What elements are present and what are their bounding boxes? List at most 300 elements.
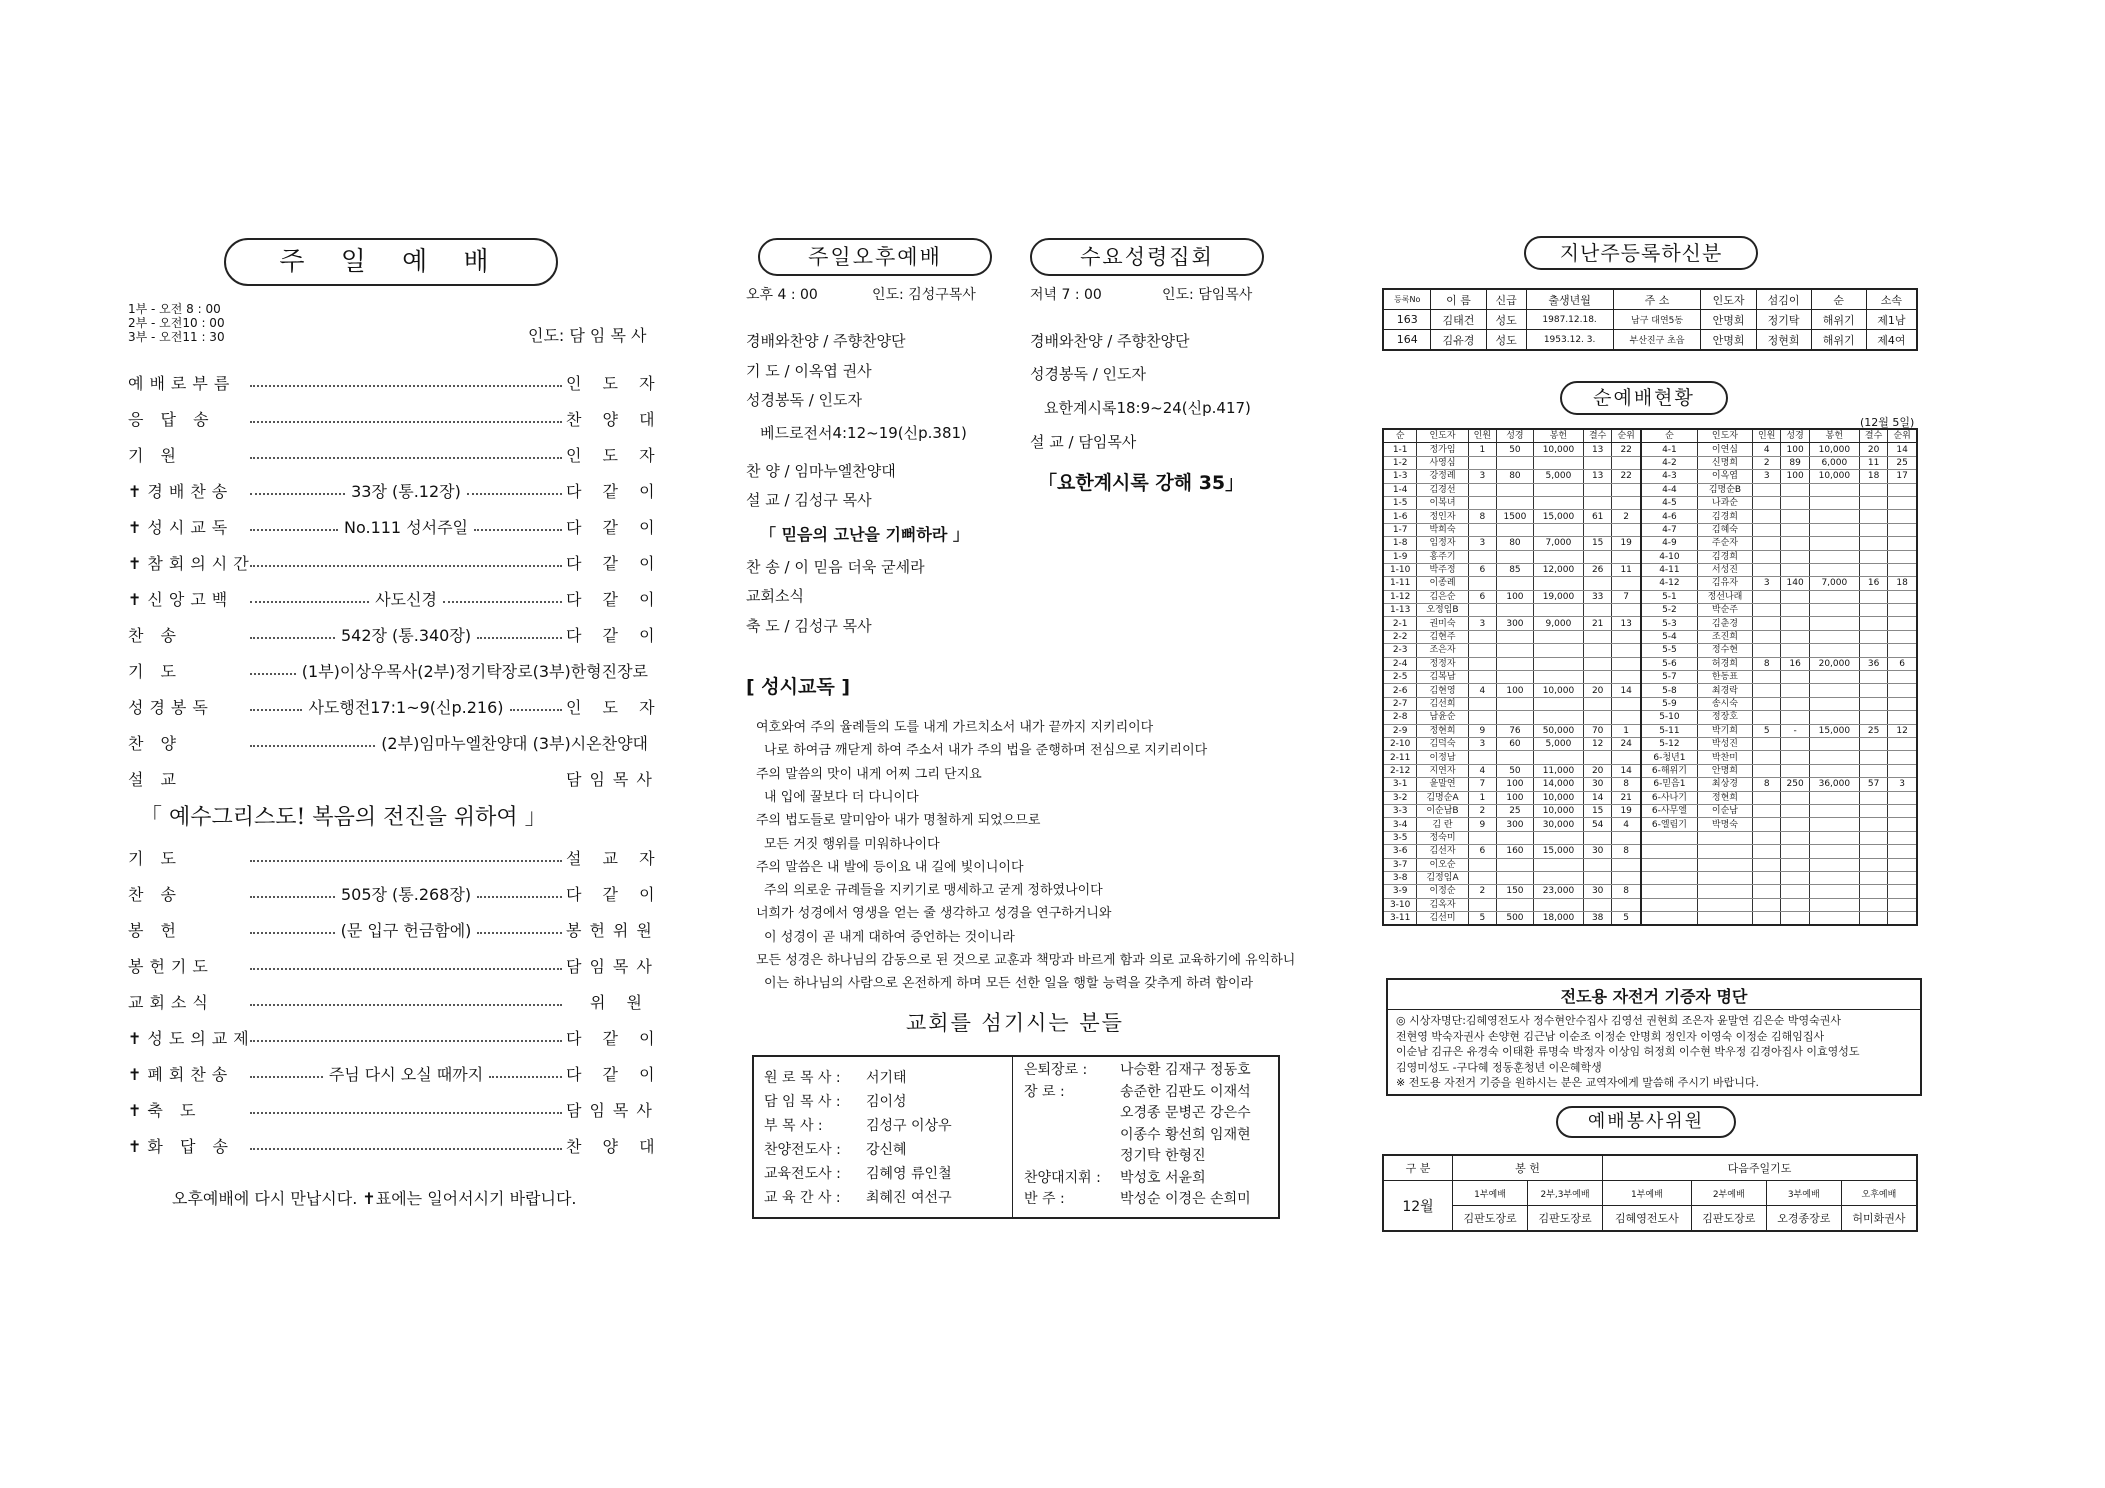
staff-names: 박성호 서윤희 bbox=[1120, 1169, 1206, 1186]
attendance-cell bbox=[1612, 550, 1641, 563]
dot-leader bbox=[250, 421, 562, 423]
attendance-cell bbox=[1584, 483, 1612, 496]
attendance-cell: 정정자 bbox=[1417, 657, 1468, 670]
attendance-cell: 13 bbox=[1612, 617, 1641, 630]
table-row bbox=[1383, 764, 1917, 777]
attendance-cell: 4 bbox=[1753, 443, 1781, 456]
attendance-cell bbox=[1584, 697, 1612, 710]
afternoon-line: 기 도 / 이옥엽 권사 bbox=[746, 362, 872, 380]
order-role: 다 같 이 bbox=[566, 553, 663, 573]
attendance-cell bbox=[1533, 858, 1583, 871]
service-leader: 인도: 담 임 목 사 bbox=[528, 326, 647, 345]
attendance-cell bbox=[1497, 456, 1534, 469]
sched-name: 김혜영전도사 bbox=[1603, 1206, 1692, 1232]
attendance-cell bbox=[1697, 845, 1752, 858]
attendance-cell: 5-5 bbox=[1641, 644, 1697, 657]
afternoon-leader: 인도: 김성구목사 bbox=[872, 287, 976, 303]
attendance-cell: 2 bbox=[1612, 510, 1641, 523]
afternoon-line: 찬 양 / 임마누엘찬양대 bbox=[746, 462, 896, 480]
table-row bbox=[1383, 510, 1917, 523]
attendance-cell bbox=[1533, 630, 1583, 643]
table-row bbox=[1383, 456, 1917, 469]
attendance-cell: 1 bbox=[1468, 443, 1496, 456]
attendance-cell bbox=[1612, 671, 1641, 684]
attendance-cell: 신명희 bbox=[1697, 456, 1752, 469]
responsive-line: 이는 하나님의 사람으로 온전하게 하며 모든 선한 일을 행할 능력을 갖추게 하려 함이라 bbox=[764, 976, 1254, 992]
attendance-cell: 300 bbox=[1497, 617, 1534, 630]
attendance-cell: 2-1 bbox=[1383, 617, 1417, 630]
attendance-cell: 140 bbox=[1781, 577, 1809, 590]
attendance-cell: 1-2 bbox=[1383, 456, 1417, 469]
attendance-cell bbox=[1781, 617, 1809, 630]
attendance-cell bbox=[1697, 912, 1752, 926]
attendance-cell bbox=[1584, 550, 1612, 563]
order-row bbox=[128, 763, 660, 793]
attendance-cell bbox=[1533, 523, 1583, 536]
staff-role: 은퇴장로 : bbox=[1024, 1062, 1088, 1078]
order-role: 찬 양 대 bbox=[566, 1136, 663, 1156]
donor-line: 김영미성도 -구다혜 정동훈청년 이은혜학생 bbox=[1396, 1060, 1602, 1074]
afternoon-line: 「 믿음의 고난을 기뻐하라 」 bbox=[760, 525, 969, 544]
attendance-cell: 강정례 bbox=[1417, 470, 1468, 483]
dot-leader bbox=[250, 493, 345, 495]
sched-h-category: 구 분 bbox=[1383, 1155, 1453, 1181]
attendance-cell bbox=[1468, 858, 1496, 871]
dot-leader bbox=[250, 860, 562, 862]
attendance-cell: 3-7 bbox=[1383, 858, 1417, 871]
donor-line: ※ 전도용 자전거 기증을 원하시는 분은 교역자에게 말씀해 주시기 바랍니다. bbox=[1396, 1076, 1759, 1089]
attendance-cell bbox=[1468, 550, 1496, 563]
order-row bbox=[128, 367, 663, 397]
table-row bbox=[1383, 563, 1917, 576]
attendance-cell bbox=[1781, 912, 1809, 926]
attendance-cell bbox=[1781, 604, 1809, 617]
member-cell: 제1남 bbox=[1866, 310, 1917, 330]
attendance-cell: 18,000 bbox=[1533, 912, 1583, 926]
staff-divider bbox=[1012, 1057, 1013, 1217]
attendance-cell bbox=[1584, 577, 1612, 590]
attendance-cell bbox=[1781, 764, 1809, 777]
order-row bbox=[128, 691, 663, 721]
attendance-cell bbox=[1809, 898, 1859, 911]
attendance-cell bbox=[1533, 898, 1583, 911]
attendance-cell bbox=[1781, 684, 1809, 697]
attendance-cell: 4-4 bbox=[1641, 483, 1697, 496]
attendance-cell bbox=[1781, 523, 1809, 536]
attendance-cell: 김경희 bbox=[1697, 510, 1752, 523]
order-label: 기 원 bbox=[128, 445, 182, 465]
attendance-cell bbox=[1641, 898, 1697, 911]
attendance-cell bbox=[1612, 711, 1641, 724]
attendance-cell bbox=[1497, 496, 1534, 509]
attendance-cell: 김덕숙 bbox=[1417, 737, 1468, 750]
attendance-cell: 3-11 bbox=[1383, 912, 1417, 926]
attendance-cell bbox=[1888, 510, 1917, 523]
attendance-cell bbox=[1612, 523, 1641, 536]
order-row bbox=[128, 619, 663, 649]
attendance-cell: 이오순 bbox=[1417, 858, 1468, 871]
attendance-cell bbox=[1859, 630, 1887, 643]
attendance-cell bbox=[1809, 604, 1859, 617]
attendance-cell: 6-청년1 bbox=[1641, 751, 1697, 764]
attendance-cell: 4-6 bbox=[1641, 510, 1697, 523]
attendance-cell bbox=[1888, 496, 1917, 509]
order-label: 찬 송 bbox=[128, 884, 182, 904]
attendance-cell bbox=[1888, 550, 1917, 563]
attendance-cell bbox=[1809, 764, 1859, 777]
attendance-cell bbox=[1584, 751, 1612, 764]
attendance-cell: 70 bbox=[1584, 724, 1612, 737]
attendance-cell: 18 bbox=[1888, 577, 1917, 590]
sched-h-offering: 봉 헌 bbox=[1453, 1155, 1603, 1181]
attendance-cell bbox=[1612, 871, 1641, 884]
table-row bbox=[1383, 791, 1917, 804]
staff-role: 찬양대지휘 : bbox=[1024, 1169, 1101, 1186]
member-cell: 1987.12.18. bbox=[1526, 310, 1613, 330]
attendance-cell: 6 bbox=[1468, 845, 1496, 858]
attendance-cell: 2-9 bbox=[1383, 724, 1417, 737]
attendance-cell: 1-3 bbox=[1383, 470, 1417, 483]
attendance-cell bbox=[1497, 523, 1534, 536]
attendance-cell bbox=[1468, 657, 1496, 670]
attendance-cell: 22 bbox=[1612, 443, 1641, 456]
attendance-cell bbox=[1497, 604, 1534, 617]
attendance-cell bbox=[1809, 885, 1859, 898]
attendance-cell bbox=[1859, 711, 1887, 724]
attendance-cell: 14,000 bbox=[1533, 778, 1583, 791]
attendance-cell bbox=[1888, 590, 1917, 603]
attendance-cell bbox=[1584, 671, 1612, 684]
responsive-reading-title: [ 성시교독 ] bbox=[746, 676, 851, 698]
attendance-cell: 2-8 bbox=[1383, 711, 1417, 724]
attendance-cell bbox=[1781, 845, 1809, 858]
attendance-cell: 박찬미 bbox=[1697, 751, 1752, 764]
attendance-cell: 15 bbox=[1584, 804, 1612, 817]
order-row bbox=[128, 842, 663, 872]
staff-role: 장 로 : bbox=[1024, 1083, 1065, 1100]
attendance-cell: - bbox=[1781, 724, 1809, 737]
order-role: 인 도 자 bbox=[566, 373, 663, 393]
attendance-cell: 김유자 bbox=[1697, 577, 1752, 590]
attendance-cell bbox=[1753, 912, 1781, 926]
attendance-cell: 김정임A bbox=[1417, 871, 1468, 884]
footer-note: 오후예배에 다시 만납시다. ✝표에는 일어서시기 바랍니다. bbox=[172, 1189, 577, 1208]
order-detail: 505장 (통.268장) bbox=[340, 884, 472, 904]
order-role: 위 원 bbox=[590, 992, 650, 1012]
attendance-cell: 3-3 bbox=[1383, 804, 1417, 817]
attendance-cell bbox=[1533, 496, 1583, 509]
attendance-cell: 4-2 bbox=[1641, 456, 1697, 469]
attendance-cell: 남윤순 bbox=[1417, 711, 1468, 724]
attendance-cell: 60 bbox=[1497, 737, 1534, 750]
attendance-cell bbox=[1859, 898, 1887, 911]
attendance-cell bbox=[1859, 684, 1887, 697]
attendance-cell bbox=[1612, 630, 1641, 643]
attendance-cell bbox=[1888, 885, 1917, 898]
attendance-cell bbox=[1809, 630, 1859, 643]
donor-line: ◎ 시상자명단:김혜영전도사 정수현안수집사 김영선 권현희 조은자 윤말연 김은순 박영숙권사 bbox=[1396, 1014, 1842, 1027]
service-time: 3부 - 오전11 : 30 bbox=[128, 330, 225, 344]
attendance-cell bbox=[1497, 630, 1534, 643]
attendance-cell bbox=[1781, 885, 1809, 898]
table-row bbox=[1383, 310, 1917, 330]
attendance-cell bbox=[1859, 818, 1887, 831]
attendance-cell: 박명숙 bbox=[1697, 818, 1752, 831]
order-row bbox=[128, 439, 663, 469]
attendance-cell: 20 bbox=[1584, 684, 1612, 697]
table-row bbox=[1383, 885, 1917, 898]
attendance-cell: 7 bbox=[1612, 590, 1641, 603]
attendance-cell bbox=[1753, 523, 1781, 536]
attendance-cell bbox=[1809, 912, 1859, 926]
attendance-cell: 85 bbox=[1497, 563, 1534, 576]
order-row bbox=[128, 547, 663, 577]
staff-role: 담 임 목 사 : bbox=[764, 1094, 841, 1110]
dot-leader bbox=[250, 1004, 562, 1006]
attendance-cell: 30 bbox=[1584, 885, 1612, 898]
attendance-cell bbox=[1859, 737, 1887, 750]
attendance-cell bbox=[1809, 858, 1859, 871]
sermon-title: 「 예수그리스도! 복음의 전진을 위하여 」 bbox=[140, 805, 547, 830]
attendance-cell: 13 bbox=[1584, 470, 1612, 483]
attendance-cell bbox=[1533, 671, 1583, 684]
attendance-cell bbox=[1781, 510, 1809, 523]
attendance-header: 순 bbox=[1383, 429, 1417, 443]
wednesday-line: 요한계시록18:9~24(신p.417) bbox=[1044, 399, 1251, 417]
attendance-cell bbox=[1497, 858, 1534, 871]
dot-leader bbox=[250, 673, 296, 675]
attendance-cell: 서성진 bbox=[1697, 563, 1752, 576]
member-header: 출생년월 bbox=[1526, 289, 1613, 310]
order-label: ✝폐회찬송 bbox=[128, 1064, 234, 1084]
attendance-cell: 14 bbox=[1888, 443, 1917, 456]
attendance-cell: 김복남 bbox=[1417, 671, 1468, 684]
order-row bbox=[128, 914, 660, 944]
table-row bbox=[1383, 778, 1917, 791]
attendance-cell bbox=[1888, 845, 1917, 858]
order-role: 인 도 자 bbox=[566, 445, 663, 465]
attendance-cell: 6,000 bbox=[1809, 456, 1859, 469]
table-row bbox=[1383, 630, 1917, 643]
member-cell: 164 bbox=[1383, 330, 1431, 351]
afternoon-service-title: 주일오후예배 bbox=[758, 238, 992, 276]
attendance-cell: 최상경 bbox=[1697, 778, 1752, 791]
dot-leader bbox=[250, 565, 562, 567]
attendance-cell: 12,000 bbox=[1533, 563, 1583, 576]
attendance-cell: 임정자 bbox=[1417, 537, 1468, 550]
attendance-cell: 12 bbox=[1584, 737, 1612, 750]
attendance-cell: 5-3 bbox=[1641, 617, 1697, 630]
attendance-cell bbox=[1468, 644, 1496, 657]
attendance-cell: 정수현 bbox=[1697, 644, 1752, 657]
member-header: 소속 bbox=[1866, 289, 1917, 310]
attendance-cell bbox=[1859, 912, 1887, 926]
attendance-cell bbox=[1888, 804, 1917, 817]
attendance-cell bbox=[1468, 871, 1496, 884]
attendance-cell bbox=[1781, 711, 1809, 724]
order-label: 설 교 bbox=[128, 769, 182, 789]
attendance-cell: 오정임B bbox=[1417, 604, 1468, 617]
attendance-cell bbox=[1809, 831, 1859, 844]
staff-names: 강신혜 bbox=[866, 1142, 907, 1158]
attendance-cell: 4-3 bbox=[1641, 470, 1697, 483]
attendance-cell bbox=[1753, 845, 1781, 858]
order-detail: No.111 성서주일 bbox=[344, 517, 469, 537]
attendance-cell: 3 bbox=[1888, 778, 1917, 791]
attendance-cell: 6 bbox=[1468, 563, 1496, 576]
attendance-cell bbox=[1888, 684, 1917, 697]
member-cell: 안명희 bbox=[1701, 330, 1756, 351]
attendance-cell bbox=[1497, 711, 1534, 724]
attendance-cell: 3 bbox=[1468, 737, 1496, 750]
attendance-cell bbox=[1809, 684, 1859, 697]
attendance-cell bbox=[1753, 791, 1781, 804]
sched-sub: 3부예배 bbox=[1766, 1181, 1841, 1206]
attendance-cell bbox=[1612, 898, 1641, 911]
member-cell: 1953.12. 3. bbox=[1526, 330, 1613, 351]
attendance-cell: 1-4 bbox=[1383, 483, 1417, 496]
order-row bbox=[128, 655, 650, 685]
sched-sub: 오후예배 bbox=[1841, 1181, 1917, 1206]
attendance-cell bbox=[1533, 831, 1583, 844]
attendance-cell bbox=[1533, 577, 1583, 590]
attendance-cell: 박성진 bbox=[1697, 737, 1752, 750]
attendance-cell: 10,000 bbox=[1533, 804, 1583, 817]
attendance-cell: 1-10 bbox=[1383, 563, 1417, 576]
staff-names: 이종수 황선희 임재현 bbox=[1120, 1126, 1251, 1143]
attendance-cell bbox=[1468, 831, 1496, 844]
attendance-cell: 1 bbox=[1612, 724, 1641, 737]
attendance-cell bbox=[1697, 885, 1752, 898]
attendance-cell bbox=[1859, 604, 1887, 617]
dot-leader bbox=[477, 932, 562, 934]
new-members-table bbox=[1382, 288, 1918, 351]
attendance-cell: 9 bbox=[1468, 818, 1496, 831]
staff-role: 찬양전도사 : bbox=[764, 1142, 841, 1158]
attendance-cell bbox=[1753, 590, 1781, 603]
attendance-cell: 6-믿음1 bbox=[1641, 778, 1697, 791]
attendance-cell bbox=[1859, 858, 1887, 871]
attendance-cell bbox=[1809, 644, 1859, 657]
attendance-cell: 박순주 bbox=[1697, 604, 1752, 617]
attendance-cell: 2-5 bbox=[1383, 671, 1417, 684]
staff-names: 김이성 bbox=[866, 1094, 907, 1110]
attendance-cell bbox=[1859, 590, 1887, 603]
attendance-header: 인도자 bbox=[1697, 429, 1752, 443]
attendance-cell bbox=[1584, 657, 1612, 670]
attendance-cell: 1500 bbox=[1497, 510, 1534, 523]
dot-leader bbox=[489, 1076, 562, 1078]
attendance-cell: 3 bbox=[1753, 470, 1781, 483]
attendance-cell bbox=[1859, 791, 1887, 804]
attendance-cell: 김춘경 bbox=[1697, 617, 1752, 630]
attendance-cell: 최경락 bbox=[1697, 684, 1752, 697]
attendance-cell: 3-6 bbox=[1383, 845, 1417, 858]
attendance-cell bbox=[1584, 858, 1612, 871]
attendance-cell: 이순남 bbox=[1697, 804, 1752, 817]
attendance-header: 인원 bbox=[1753, 429, 1781, 443]
attendance-cell bbox=[1468, 711, 1496, 724]
attendance-cell: 5-1 bbox=[1641, 590, 1697, 603]
attendance-cell: 100 bbox=[1497, 778, 1534, 791]
attendance-cell: 김선희 bbox=[1417, 697, 1468, 710]
table-row bbox=[1383, 671, 1917, 684]
attendance-cell bbox=[1888, 791, 1917, 804]
attendance-cell bbox=[1859, 644, 1887, 657]
attendance-cell bbox=[1753, 537, 1781, 550]
table-row bbox=[1383, 644, 1917, 657]
order-detail: (문 입구 헌금함에) bbox=[340, 920, 472, 940]
attendance-cell: 14 bbox=[1612, 684, 1641, 697]
order-role: 봉헌위원 bbox=[566, 920, 660, 940]
afternoon-line: 교회소식 bbox=[746, 587, 804, 605]
attendance-cell bbox=[1781, 751, 1809, 764]
attendance-cell bbox=[1781, 671, 1809, 684]
attendance-cell: 160 bbox=[1497, 845, 1534, 858]
attendance-cell bbox=[1809, 496, 1859, 509]
service-committee-table bbox=[1382, 1154, 1918, 1232]
attendance-cell: 22 bbox=[1612, 470, 1641, 483]
attendance-cell bbox=[1888, 898, 1917, 911]
member-cell: 안명희 bbox=[1701, 310, 1756, 330]
attendance-cell: 7 bbox=[1468, 778, 1496, 791]
attendance-cell: 2-7 bbox=[1383, 697, 1417, 710]
attendance-cell: 1-6 bbox=[1383, 510, 1417, 523]
attendance-cell: 사영심 bbox=[1417, 456, 1468, 469]
attendance-cell bbox=[1888, 711, 1917, 724]
attendance-cell bbox=[1809, 483, 1859, 496]
attendance-cell: 61 bbox=[1584, 510, 1612, 523]
attendance-cell: 박희숙 bbox=[1417, 523, 1468, 536]
attendance-cell: 6-사나기 bbox=[1641, 791, 1697, 804]
responsive-line: 여호와여 주의 율례들의 도를 내게 가르치소서 내가 끝까지 지키리이다 bbox=[756, 720, 1154, 735]
responsive-line: 모든 거짓 행위를 미워하나이다 bbox=[764, 836, 940, 852]
attendance-cell bbox=[1781, 804, 1809, 817]
attendance-cell bbox=[1584, 496, 1612, 509]
staff-role: 교 육 간 사 : bbox=[764, 1190, 841, 1206]
order-role: 다 같 이 bbox=[566, 1028, 663, 1048]
attendance-cell: 정장호 bbox=[1697, 711, 1752, 724]
attendance-date: (12월 5일) bbox=[1860, 416, 1915, 429]
order-detail: (1부)이상우목사(2부)정기탁장로(3부)한형진장로 bbox=[301, 661, 648, 681]
afternoon-line: 설 교 / 김성구 목사 bbox=[746, 491, 872, 509]
attendance-cell: 정현희 bbox=[1417, 724, 1468, 737]
attendance-cell: 300 bbox=[1497, 818, 1534, 831]
attendance-cell bbox=[1888, 764, 1917, 777]
attendance-cell: 11 bbox=[1612, 563, 1641, 576]
attendance-cell: 김옥자 bbox=[1417, 898, 1468, 911]
attendance-cell bbox=[1753, 711, 1781, 724]
attendance-cell: 20 bbox=[1859, 443, 1887, 456]
attendance-cell bbox=[1584, 523, 1612, 536]
attendance-header: 성경 bbox=[1497, 429, 1534, 443]
attendance-cell bbox=[1612, 604, 1641, 617]
attendance-cell bbox=[1888, 912, 1917, 926]
attendance-cell: 정현희 bbox=[1697, 791, 1752, 804]
attendance-cell: 2 bbox=[1468, 885, 1496, 898]
table-row bbox=[1383, 684, 1917, 697]
attendance-cell bbox=[1641, 912, 1697, 926]
table-row bbox=[1383, 590, 1917, 603]
member-header: 이 름 bbox=[1431, 289, 1486, 310]
attendance-cell: 23,000 bbox=[1533, 885, 1583, 898]
attendance-cell: 1-9 bbox=[1383, 550, 1417, 563]
order-label: 기 도 bbox=[128, 661, 182, 681]
attendance-cell: 5,000 bbox=[1533, 737, 1583, 750]
member-cell: 해위기 bbox=[1811, 330, 1866, 351]
attendance-cell: 20,000 bbox=[1809, 657, 1859, 670]
staff-names: 나승환 김재구 정동호 bbox=[1120, 1062, 1251, 1078]
